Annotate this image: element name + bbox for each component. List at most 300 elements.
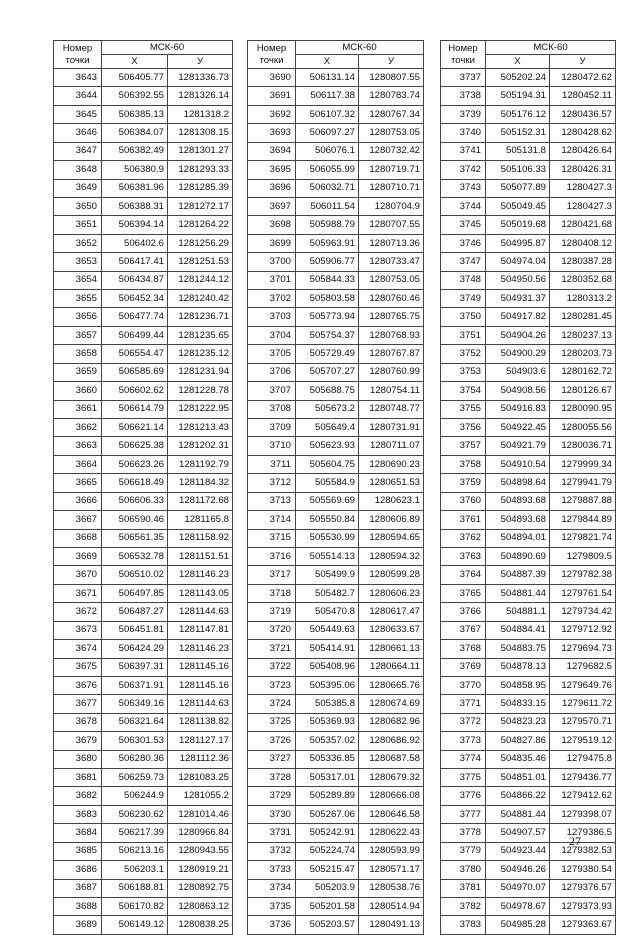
y-coordinate-cell: 1280617.47: [359, 603, 424, 621]
point-number-cell: 3691: [248, 87, 296, 105]
y-coordinate-cell: 1280606.89: [359, 511, 424, 529]
y-coordinate-cell: 1281172.68: [168, 492, 233, 510]
point-number-cell: 3745: [441, 216, 486, 234]
point-number-cell: 3723: [248, 676, 296, 694]
table-row: [441, 547, 616, 565]
point-number-cell: 3669: [54, 547, 102, 565]
point-number-cell: 3653: [54, 253, 102, 271]
table-row: [248, 124, 424, 142]
point-number-cell: 3766: [441, 603, 486, 621]
y-coordinate-cell: 1280428.62: [550, 124, 616, 142]
x-coordinate-cell: 505202.24: [486, 69, 550, 87]
table-row: [248, 750, 424, 768]
table-row: [54, 345, 233, 363]
x-coordinate-cell: 505224.74: [296, 842, 359, 860]
point-number-cell: 3762: [441, 529, 486, 547]
point-number-cell: 3722: [248, 658, 296, 676]
header-y: У: [550, 55, 616, 69]
point-number-cell: 3777: [441, 805, 486, 823]
table-row: [248, 824, 424, 842]
x-coordinate-cell: 504974.04: [486, 253, 550, 271]
header-x: X: [486, 55, 550, 69]
x-coordinate-cell: 505514.13: [296, 547, 359, 565]
table-row: [441, 345, 616, 363]
point-number-cell: 3646: [54, 124, 102, 142]
table-row: [54, 584, 233, 602]
header-coordinate-system: МСК-60: [102, 41, 233, 55]
x-coordinate-cell: 505673.2: [296, 400, 359, 418]
y-coordinate-cell: 1280710.71: [359, 179, 424, 197]
table-row: [54, 142, 233, 160]
y-coordinate-cell: 1279386.5: [550, 824, 616, 842]
table-row: [441, 621, 616, 639]
table-row: [248, 787, 424, 805]
table-row: [54, 603, 233, 621]
table-row: [248, 713, 424, 731]
table-row: [248, 732, 424, 750]
table-row: [441, 695, 616, 713]
y-coordinate-cell: 1280767.34: [359, 105, 424, 123]
point-number-cell: 3767: [441, 621, 486, 639]
y-coordinate-cell: 1280665.76: [359, 676, 424, 694]
x-coordinate-cell: 505357.02: [296, 732, 359, 750]
x-coordinate-cell: 506217.39: [102, 824, 168, 842]
table-row: [248, 253, 424, 271]
point-number-cell: 3759: [441, 474, 486, 492]
y-coordinate-cell: 1279682.5: [550, 658, 616, 676]
y-coordinate-cell: 1280687.58: [359, 750, 424, 768]
y-coordinate-cell: 1280768.93: [359, 326, 424, 344]
table-row: [441, 492, 616, 510]
y-coordinate-cell: 1280892.75: [168, 879, 233, 897]
y-coordinate-cell: 1280719.71: [359, 161, 424, 179]
y-coordinate-cell: 1281240.42: [168, 290, 233, 308]
point-number-cell: 3656: [54, 308, 102, 326]
x-coordinate-cell: 506510.02: [102, 566, 168, 584]
x-coordinate-cell: 505385.8: [296, 695, 359, 713]
x-coordinate-cell: 506380.9: [102, 161, 168, 179]
x-coordinate-cell: 505242.91: [296, 824, 359, 842]
x-coordinate-cell: 504884.41: [486, 621, 550, 639]
x-coordinate-cell: 506117.38: [296, 87, 359, 105]
table-row: [441, 271, 616, 289]
header-point-number: Номер точки: [54, 41, 102, 69]
point-number-cell: 3703: [248, 308, 296, 326]
point-number-cell: 3734: [248, 879, 296, 897]
x-coordinate-cell: 505530.99: [296, 529, 359, 547]
point-number-cell: 3673: [54, 621, 102, 639]
y-coordinate-cell: 1281285.39: [168, 179, 233, 197]
x-coordinate-cell: 505844.33: [296, 271, 359, 289]
y-coordinate-cell: 1280753.05: [359, 124, 424, 142]
y-coordinate-cell: 1280664.11: [359, 658, 424, 676]
x-coordinate-cell: 506623.26: [102, 455, 168, 473]
y-coordinate-cell: 1281145.16: [168, 676, 233, 694]
x-coordinate-cell: 504985.28: [486, 916, 550, 934]
y-coordinate-cell: 1280943.55: [168, 842, 233, 860]
x-coordinate-cell: 506259.73: [102, 769, 168, 787]
x-coordinate-cell: 504827.86: [486, 732, 550, 750]
table-row: [248, 69, 424, 87]
table-row: [441, 142, 616, 160]
table-row: [54, 713, 233, 731]
table-row: [54, 290, 233, 308]
table-row: [441, 105, 616, 123]
y-coordinate-cell: 1280765.75: [359, 308, 424, 326]
x-coordinate-cell: 506230.62: [102, 805, 168, 823]
point-number-cell: 3654: [54, 271, 102, 289]
point-number-cell: 3710: [248, 437, 296, 455]
table-row: [54, 326, 233, 344]
table-row: [441, 603, 616, 621]
y-coordinate-cell: 1280919.21: [168, 861, 233, 879]
point-number-cell: 3726: [248, 732, 296, 750]
point-number-cell: 3763: [441, 547, 486, 565]
point-number-cell: 3658: [54, 345, 102, 363]
table-row: [248, 105, 424, 123]
y-coordinate-cell: 1280731.91: [359, 419, 424, 437]
y-coordinate-cell: 1280426.31: [550, 161, 616, 179]
point-number-cell: 3719: [248, 603, 296, 621]
x-coordinate-cell: 504908.56: [486, 382, 550, 400]
x-coordinate-cell: 505336.85: [296, 750, 359, 768]
table-row: [441, 455, 616, 473]
y-coordinate-cell: 1279376.57: [550, 879, 616, 897]
table-row: [441, 713, 616, 731]
x-coordinate-cell: 505131.8: [486, 142, 550, 160]
y-coordinate-cell: 1281083.25: [168, 769, 233, 787]
y-coordinate-cell: 1280753.05: [359, 271, 424, 289]
point-number-cell: 3704: [248, 326, 296, 344]
x-coordinate-cell: 505688.75: [296, 382, 359, 400]
point-number-cell: 3659: [54, 363, 102, 381]
table-row: [248, 308, 424, 326]
x-coordinate-cell: 506301.53: [102, 732, 168, 750]
point-number-cell: 3644: [54, 87, 102, 105]
point-number-cell: 3727: [248, 750, 296, 768]
y-coordinate-cell: 1280666.08: [359, 787, 424, 805]
y-coordinate-cell: 1279398.07: [550, 805, 616, 823]
x-coordinate-cell: 506076.1: [296, 142, 359, 160]
point-number-cell: 3715: [248, 529, 296, 547]
x-coordinate-cell: 506381.96: [102, 179, 168, 197]
table-row: [441, 234, 616, 252]
table-row: [441, 161, 616, 179]
y-coordinate-cell: 1279887.88: [550, 492, 616, 510]
y-coordinate-cell: 1280436.57: [550, 105, 616, 123]
y-coordinate-cell: 1280966.84: [168, 824, 233, 842]
point-number-cell: 3714: [248, 511, 296, 529]
y-coordinate-cell: 1281055.2: [168, 787, 233, 805]
table-row: [441, 326, 616, 344]
point-number-cell: 3649: [54, 179, 102, 197]
y-coordinate-cell: 1280807.55: [359, 69, 424, 87]
y-coordinate-cell: 1279611.72: [550, 695, 616, 713]
y-coordinate-cell: 1280426.64: [550, 142, 616, 160]
x-coordinate-cell: 505267.06: [296, 805, 359, 823]
point-number-cell: 3707: [248, 382, 296, 400]
x-coordinate-cell: 505203.9: [296, 879, 359, 897]
table-row: [248, 547, 424, 565]
y-coordinate-cell: 1280408.12: [550, 234, 616, 252]
point-number-cell: 3776: [441, 787, 486, 805]
table-row: [441, 363, 616, 381]
point-number-cell: 3779: [441, 842, 486, 860]
point-number-cell: 3694: [248, 142, 296, 160]
table-row: [248, 584, 424, 602]
point-number-cell: 3712: [248, 474, 296, 492]
y-coordinate-cell: 1280711.07: [359, 437, 424, 455]
x-coordinate-cell: 505707.27: [296, 363, 359, 381]
table-row: [248, 640, 424, 658]
x-coordinate-cell: 505569.69: [296, 492, 359, 510]
y-coordinate-cell: 1280651.53: [359, 474, 424, 492]
x-coordinate-cell: 505604.75: [296, 455, 359, 473]
point-number-cell: 3753: [441, 363, 486, 381]
table-row: [248, 87, 424, 105]
point-number-cell: 3662: [54, 419, 102, 437]
point-number-cell: 3689: [54, 916, 102, 934]
x-coordinate-cell: 506585.69: [102, 363, 168, 381]
table-row: [54, 474, 233, 492]
x-coordinate-cell: 505194.31: [486, 87, 550, 105]
table-row: [441, 897, 616, 915]
point-number-cell: 3754: [441, 382, 486, 400]
y-coordinate-cell: 1280748.77: [359, 400, 424, 418]
x-coordinate-cell: 506131.14: [296, 69, 359, 87]
table-row: [441, 769, 616, 787]
point-number-cell: 3674: [54, 640, 102, 658]
x-coordinate-cell: 506614.79: [102, 400, 168, 418]
x-coordinate-cell: 504903.6: [486, 363, 550, 381]
table-row: [441, 253, 616, 271]
table-row: [441, 658, 616, 676]
x-coordinate-cell: 506384.07: [102, 124, 168, 142]
x-coordinate-cell: 506149.12: [102, 916, 168, 934]
y-coordinate-cell: 1281146.23: [168, 566, 233, 584]
table-row: [54, 308, 233, 326]
point-number-cell: 3683: [54, 805, 102, 823]
x-coordinate-cell: 506451.81: [102, 621, 168, 639]
point-number-cell: 3713: [248, 492, 296, 510]
point-number-cell: 3749: [441, 290, 486, 308]
y-coordinate-cell: 1280606.23: [359, 584, 424, 602]
table-row: [248, 197, 424, 215]
table-row: [54, 161, 233, 179]
x-coordinate-cell: 504835.46: [486, 750, 550, 768]
y-coordinate-cell: 1281014.46: [168, 805, 233, 823]
table-row: [441, 419, 616, 437]
table-row: [441, 124, 616, 142]
table-row: [441, 308, 616, 326]
x-coordinate-cell: 504923.44: [486, 842, 550, 860]
y-coordinate-cell: 1280352.68: [550, 271, 616, 289]
table-row: [441, 676, 616, 694]
point-number-cell: 3739: [441, 105, 486, 123]
table-row: [248, 676, 424, 694]
table-row: [54, 400, 233, 418]
point-number-cell: 3731: [248, 824, 296, 842]
x-coordinate-cell: 504866.22: [486, 787, 550, 805]
table-row: [54, 271, 233, 289]
x-coordinate-cell: 504995.87: [486, 234, 550, 252]
x-coordinate-cell: 506621.14: [102, 419, 168, 437]
point-number-cell: 3736: [248, 916, 296, 934]
point-number-cell: 3774: [441, 750, 486, 768]
table-row: [54, 769, 233, 787]
table-row: [441, 69, 616, 87]
table-row: [54, 363, 233, 381]
table-row: [54, 861, 233, 879]
point-number-cell: 3675: [54, 658, 102, 676]
y-coordinate-cell: 1280732.42: [359, 142, 424, 160]
y-coordinate-cell: 1279475.8: [550, 750, 616, 768]
point-number-cell: 3647: [54, 142, 102, 160]
point-number-cell: 3643: [54, 69, 102, 87]
x-coordinate-cell: 506385.13: [102, 105, 168, 123]
x-coordinate-cell: 506561.35: [102, 529, 168, 547]
y-coordinate-cell: 1281308.15: [168, 124, 233, 142]
point-number-cell: 3718: [248, 584, 296, 602]
y-coordinate-cell: 1280713.36: [359, 234, 424, 252]
x-coordinate-cell: 505773.94: [296, 308, 359, 326]
table-row: [441, 197, 616, 215]
y-coordinate-cell: 1280421.68: [550, 216, 616, 234]
table-row: [54, 87, 233, 105]
table-row: [441, 87, 616, 105]
y-coordinate-cell: 1279734.42: [550, 603, 616, 621]
table-row: [54, 695, 233, 713]
point-number-cell: 3668: [54, 529, 102, 547]
x-coordinate-cell: 506107.32: [296, 105, 359, 123]
point-number-cell: 3733: [248, 861, 296, 879]
y-coordinate-cell: 1280760.46: [359, 290, 424, 308]
x-coordinate-cell: 505482.7: [296, 584, 359, 602]
header-y: У: [359, 55, 424, 69]
y-coordinate-cell: 1280674.69: [359, 695, 424, 713]
table-row: [441, 879, 616, 897]
table-row: [54, 842, 233, 860]
point-number-cell: 3781: [441, 879, 486, 897]
x-coordinate-cell: 506382.49: [102, 142, 168, 160]
table-row: [54, 216, 233, 234]
x-coordinate-cell: 506602.62: [102, 382, 168, 400]
x-coordinate-cell: 504916.83: [486, 400, 550, 418]
x-coordinate-cell: 504922.45: [486, 419, 550, 437]
point-number-cell: 3757: [441, 437, 486, 455]
y-coordinate-cell: 1281326.14: [168, 87, 233, 105]
point-number-cell: 3721: [248, 640, 296, 658]
table-row: [248, 400, 424, 418]
table-row: [248, 234, 424, 252]
y-coordinate-cell: 1281293.33: [168, 161, 233, 179]
x-coordinate-cell: 505584.9: [296, 474, 359, 492]
table-row: [248, 437, 424, 455]
x-coordinate-cell: 505077.89: [486, 179, 550, 197]
x-coordinate-cell: 504950.56: [486, 271, 550, 289]
x-coordinate-cell: 505201.58: [296, 897, 359, 915]
table-row: [441, 842, 616, 860]
x-coordinate-cell: 504833.15: [486, 695, 550, 713]
x-coordinate-cell: 504878.13: [486, 658, 550, 676]
table-row: [54, 732, 233, 750]
y-coordinate-cell: 1281146.23: [168, 640, 233, 658]
table-row: [248, 216, 424, 234]
x-coordinate-cell: 506394.14: [102, 216, 168, 234]
x-coordinate-cell: 505649.4: [296, 419, 359, 437]
x-coordinate-cell: 504970.07: [486, 879, 550, 897]
table-row: [54, 640, 233, 658]
y-coordinate-cell: 1280783.74: [359, 87, 424, 105]
y-coordinate-cell: 1281251.53: [168, 253, 233, 271]
y-coordinate-cell: 1281143.05: [168, 584, 233, 602]
x-coordinate-cell: 504887.39: [486, 566, 550, 584]
y-coordinate-cell: 1279821.74: [550, 529, 616, 547]
x-coordinate-cell: 506392.55: [102, 87, 168, 105]
y-coordinate-cell: 1281301.27: [168, 142, 233, 160]
point-number-cell: 3666: [54, 492, 102, 510]
table-row: [441, 640, 616, 658]
table-row: [441, 179, 616, 197]
y-coordinate-cell: 1279809.5: [550, 547, 616, 565]
point-number-cell: 3740: [441, 124, 486, 142]
table-row: [441, 805, 616, 823]
point-number-cell: 3645: [54, 105, 102, 123]
table-row: [248, 511, 424, 529]
point-number-cell: 3708: [248, 400, 296, 418]
y-coordinate-cell: 1280313.2: [550, 290, 616, 308]
point-number-cell: 3685: [54, 842, 102, 860]
x-coordinate-cell: 506497.85: [102, 584, 168, 602]
point-number-cell: 3729: [248, 787, 296, 805]
y-coordinate-cell: 1281264.22: [168, 216, 233, 234]
point-number-cell: 3765: [441, 584, 486, 602]
y-coordinate-cell: 1281151.51: [168, 547, 233, 565]
table-row: [248, 271, 424, 289]
point-number-cell: 3738: [441, 87, 486, 105]
point-number-cell: 3686: [54, 861, 102, 879]
x-coordinate-cell: 504910.54: [486, 455, 550, 473]
y-coordinate-cell: 1280281.45: [550, 308, 616, 326]
point-number-cell: 3657: [54, 326, 102, 344]
header-x: X: [102, 55, 168, 69]
x-coordinate-cell: 505623.93: [296, 437, 359, 455]
point-number-cell: 3750: [441, 308, 486, 326]
x-coordinate-cell: 505906.77: [296, 253, 359, 271]
x-coordinate-cell: 504881.1: [486, 603, 550, 621]
y-coordinate-cell: 1281272.17: [168, 197, 233, 215]
point-number-cell: 3677: [54, 695, 102, 713]
y-coordinate-cell: 1281244.12: [168, 271, 233, 289]
x-coordinate-cell: 504898.64: [486, 474, 550, 492]
table-row: [441, 382, 616, 400]
x-coordinate-cell: 505176.12: [486, 105, 550, 123]
x-coordinate-cell: 506213.16: [102, 842, 168, 860]
point-number-cell: 3660: [54, 382, 102, 400]
table-row: [248, 345, 424, 363]
y-coordinate-cell: 1279999.34: [550, 455, 616, 473]
point-number-cell: 3692: [248, 105, 296, 123]
coordinate-table-3: [440, 40, 616, 935]
point-number-cell: 3651: [54, 216, 102, 234]
y-coordinate-cell: 1280707.55: [359, 216, 424, 234]
x-coordinate-cell: 504883.75: [486, 640, 550, 658]
y-coordinate-cell: 1281256.29: [168, 234, 233, 252]
point-number-cell: 3648: [54, 161, 102, 179]
point-number-cell: 3756: [441, 419, 486, 437]
table-row: [441, 216, 616, 234]
x-coordinate-cell: 505106.33: [486, 161, 550, 179]
